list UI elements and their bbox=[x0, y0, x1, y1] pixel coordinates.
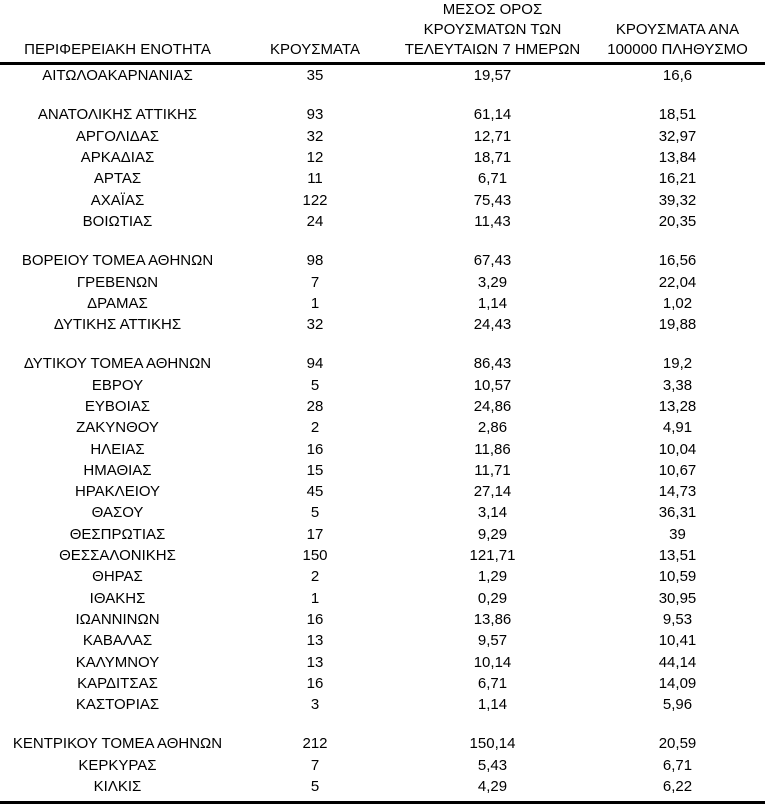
cell-avg7: 61,14 bbox=[473, 106, 512, 124]
cell-cases: 94 bbox=[306, 355, 324, 373]
cell-cases: 11 bbox=[307, 170, 323, 188]
cell-per100k: 16,56 bbox=[658, 252, 697, 270]
cell-cases: 1 bbox=[310, 294, 320, 312]
cell-cases: 7 bbox=[310, 273, 320, 291]
cell-region: ΓΡΕΒΕΝΩΝ bbox=[76, 273, 159, 291]
table-row bbox=[0, 314, 765, 335]
table-row bbox=[0, 524, 765, 545]
cell-per100k: 10,67 bbox=[658, 461, 697, 479]
table-row bbox=[0, 375, 765, 396]
cell-per100k: 32,97 bbox=[658, 127, 697, 145]
cell-region: ΙΘΑΚΗΣ bbox=[89, 589, 146, 607]
cell-per100k: 10,04 bbox=[658, 440, 697, 458]
cell-cases: 98 bbox=[306, 252, 324, 270]
cell-cases: 24 bbox=[306, 212, 324, 230]
cell-per100k: 20,35 bbox=[658, 212, 697, 230]
cell-avg7: 1,29 bbox=[477, 568, 508, 586]
table-row bbox=[0, 396, 765, 417]
cell-per100k: 18,51 bbox=[658, 106, 697, 124]
cell-region: ΗΜΑΘΙΑΣ bbox=[83, 461, 152, 479]
column-header-cases-label: ΚΡΟΥΣΜΑΤΑ bbox=[270, 41, 360, 58]
cell-avg7: 5,43 bbox=[477, 756, 508, 774]
cell-per100k: 3,38 bbox=[662, 376, 693, 394]
table-row bbox=[0, 545, 765, 566]
cell-per100k: 13,28 bbox=[658, 398, 697, 415]
table-row bbox=[0, 630, 765, 651]
cell-per100k: 36,31 bbox=[658, 504, 697, 522]
cell-avg7: 9,57 bbox=[477, 632, 508, 650]
table-row bbox=[0, 609, 765, 630]
cell-avg7: 6,71 bbox=[477, 170, 508, 188]
cell-per100k: 39 bbox=[669, 525, 686, 543]
cell-per100k: 13,51 bbox=[658, 547, 697, 565]
cell-region: ΘΕΣΠΡΩΤΙΑΣ bbox=[69, 525, 166, 543]
table-row bbox=[0, 651, 765, 672]
cell-avg7: 0,29 bbox=[477, 589, 508, 607]
cell-avg7: 3,14 bbox=[477, 504, 508, 522]
cell-region: ΑΝΑΤΟΛΙΚΗΣ ΑΤΤΙΚΗΣ bbox=[37, 106, 198, 124]
table-row bbox=[0, 417, 765, 438]
cell-per100k: 6,71 bbox=[662, 756, 693, 774]
cell-avg7: 19,57 bbox=[473, 67, 512, 85]
table-row bbox=[0, 694, 765, 715]
cell-avg7: 11,43 bbox=[474, 212, 511, 230]
cell-avg7: 75,43 bbox=[473, 191, 512, 209]
cell-region: ΚΑΣΤΟΡΙΑΣ bbox=[75, 696, 160, 714]
row-group-gap bbox=[0, 715, 765, 733]
cell-cases: 7 bbox=[310, 756, 320, 774]
cell-region: ΑΡΤΑΣ bbox=[93, 170, 142, 188]
cell-per100k: 14,73 bbox=[658, 483, 697, 501]
cell-per100k: 39,32 bbox=[658, 191, 697, 209]
cell-region: ΘΑΣΟΥ bbox=[91, 504, 144, 522]
cell-region: ΑΙΤΩΛΟΑΚΑΡΝΑΝΙΑΣ bbox=[42, 67, 193, 85]
cell-region: ΚΑΛΥΜΝΟΥ bbox=[75, 653, 160, 671]
cell-region: ΑΡΚΑΔΙΑΣ bbox=[80, 149, 155, 167]
cell-avg7: 6,71 bbox=[477, 674, 508, 692]
table-row bbox=[0, 755, 765, 776]
row-group-gap bbox=[0, 232, 765, 250]
cell-cases: 212 bbox=[302, 735, 328, 753]
cell-cases: 28 bbox=[306, 398, 324, 415]
cell-avg7: 10,14 bbox=[473, 653, 512, 671]
cell-cases: 5 bbox=[310, 504, 320, 522]
table-row bbox=[0, 673, 765, 694]
cell-cases: 1 bbox=[310, 589, 320, 607]
cell-avg7: 24,86 bbox=[473, 398, 512, 415]
table-row bbox=[0, 502, 765, 523]
cell-avg7: 3,29 bbox=[477, 273, 508, 291]
table-row bbox=[0, 189, 765, 210]
cell-cases: 16 bbox=[306, 674, 324, 692]
cell-region: ΘΗΡΑΣ bbox=[92, 568, 143, 586]
cell-cases: 2 bbox=[310, 419, 320, 437]
cell-cases: 3 bbox=[310, 696, 320, 714]
cell-cases: 12 bbox=[306, 149, 324, 167]
cell-per100k: 10,41 bbox=[658, 632, 697, 650]
cell-region: ΙΩΑΝΝΙΝΩΝ bbox=[75, 610, 160, 628]
cell-per100k: 44,14 bbox=[658, 653, 697, 671]
table-row bbox=[0, 776, 765, 797]
table-header-row bbox=[0, 0, 765, 65]
cell-per100k: 5,96 bbox=[662, 696, 693, 714]
cell-cases: 32 bbox=[306, 316, 324, 334]
cell-avg7: 121,71 bbox=[469, 547, 516, 565]
cell-cases: 93 bbox=[306, 106, 324, 124]
cell-region: ΚΑΒΑΛΑΣ bbox=[82, 632, 153, 650]
cell-avg7: 11,86 bbox=[474, 440, 511, 458]
cell-region: ΔΥΤΙΚΗΣ ΑΤΤΙΚΗΣ bbox=[53, 316, 182, 334]
table-row bbox=[0, 168, 765, 189]
table-row bbox=[0, 353, 765, 374]
cell-avg7: 11,71 bbox=[474, 461, 511, 479]
cell-avg7: 150,14 bbox=[469, 735, 516, 753]
cell-per100k: 13,84 bbox=[658, 149, 697, 167]
cell-avg7: 4,29 bbox=[477, 778, 508, 796]
column-header-region bbox=[0, 40, 235, 60]
row-group-gap bbox=[0, 86, 765, 104]
cell-region: ΗΡΑΚΛΕΙΟΥ bbox=[74, 483, 161, 501]
cell-avg7: 2,86 bbox=[477, 419, 508, 437]
table-row bbox=[0, 104, 765, 125]
table-row bbox=[0, 65, 765, 86]
table-row bbox=[0, 588, 765, 609]
table-row bbox=[0, 481, 765, 502]
cell-avg7: 1,14 bbox=[477, 294, 508, 312]
cell-avg7: 67,43 bbox=[473, 252, 512, 270]
table-row bbox=[0, 250, 765, 271]
cell-per100k: 16,6 bbox=[662, 67, 693, 85]
cell-per100k: 19,88 bbox=[658, 316, 697, 334]
cell-per100k: 6,22 bbox=[662, 778, 693, 796]
table-row bbox=[0, 438, 765, 459]
column-header-avg7 bbox=[395, 0, 590, 60]
table-row bbox=[0, 211, 765, 232]
cell-avg7: 13,86 bbox=[473, 610, 512, 628]
table-row bbox=[0, 126, 765, 147]
column-header-cases bbox=[235, 40, 395, 60]
cell-region: ΒΟΙΩΤΙΑΣ bbox=[82, 212, 153, 230]
table-row bbox=[0, 566, 765, 587]
cell-region: ΒΟΡΕΙΟΥ ΤΟΜΕΑ ΑΘΗΝΩΝ bbox=[21, 252, 214, 270]
column-header-region-label: ΠΕΡΙΦΕΡΕΙΑΚΗ ΕΝΟΤΗΤΑ bbox=[24, 41, 211, 58]
cell-cases: 32 bbox=[306, 127, 324, 145]
cell-region: ΕΥΒΟΙΑΣ bbox=[84, 398, 151, 415]
cell-region: ΔΡΑΜΑΣ bbox=[87, 294, 148, 312]
table-row bbox=[0, 460, 765, 481]
cell-cases: 17 bbox=[306, 525, 324, 543]
cell-avg7: 18,71 bbox=[473, 149, 512, 167]
cell-cases: 150 bbox=[302, 547, 328, 565]
cell-region: ΚΑΡΔΙΤΣΑΣ bbox=[77, 674, 158, 692]
table-row bbox=[0, 271, 765, 292]
cell-cases: 45 bbox=[306, 483, 324, 501]
cell-cases: 13 bbox=[306, 653, 324, 671]
table-body bbox=[0, 65, 765, 804]
cell-cases: 35 bbox=[306, 67, 324, 85]
cell-region: ΘΕΣΣΑΛΟΝΙΚΗΣ bbox=[59, 547, 176, 565]
cell-per100k: 10,59 bbox=[658, 568, 697, 586]
cell-avg7: 24,43 bbox=[473, 316, 512, 334]
table-row bbox=[0, 733, 765, 754]
cell-per100k: 9,53 bbox=[662, 610, 693, 628]
cell-per100k: 4,91 bbox=[662, 419, 693, 437]
cell-per100k: 19,2 bbox=[662, 355, 693, 373]
cell-avg7: 12,71 bbox=[473, 127, 512, 145]
cell-region: ΗΛΕΙΑΣ bbox=[90, 440, 145, 458]
column-header-per100k bbox=[590, 20, 765, 60]
cell-cases: 16 bbox=[306, 610, 324, 628]
column-header-avg7-line3: ΤΕΛΕΥΤΑΙΩΝ 7 ΗΜΕΡΩΝ bbox=[404, 41, 581, 58]
cell-region: ΚΙΛΚΙΣ bbox=[93, 778, 142, 796]
cell-cases: 13 bbox=[306, 632, 324, 650]
column-header-per100k-line1: ΚΡΟΥΣΜΑΤΑ ΑΝΑ bbox=[615, 21, 740, 38]
cell-cases: 5 bbox=[310, 778, 320, 796]
cell-per100k: 1,02 bbox=[662, 294, 693, 312]
cell-avg7: 86,43 bbox=[473, 355, 512, 373]
cell-region: ΑΧΑΪΑΣ bbox=[90, 191, 145, 209]
column-header-avg7-line1: ΜΕΣΟΣ ΟΡΟΣ bbox=[442, 1, 543, 18]
cell-region: ΕΒΡΟΥ bbox=[91, 376, 144, 394]
cell-per100k: 22,04 bbox=[658, 273, 697, 291]
cell-region: ΚΕΡΚΥΡΑΣ bbox=[78, 756, 157, 774]
cell-cases: 122 bbox=[302, 191, 328, 209]
cell-per100k: 30,95 bbox=[658, 589, 697, 607]
cell-per100k: 16,21 bbox=[658, 170, 697, 188]
table-row bbox=[0, 293, 765, 314]
column-header-avg7-line2: ΚΡΟΥΣΜΑΤΩΝ ΤΩΝ bbox=[423, 21, 562, 38]
cell-avg7: 9,29 bbox=[477, 525, 508, 543]
cell-per100k: 20,59 bbox=[658, 735, 697, 753]
cell-avg7: 10,57 bbox=[473, 376, 512, 394]
row-group-gap bbox=[0, 335, 765, 353]
cell-region: ΑΡΓΟΛΙΔΑΣ bbox=[75, 127, 160, 145]
cell-region: ΔΥΤΙΚΟΥ ΤΟΜΕΑ ΑΘΗΝΩΝ bbox=[23, 355, 212, 373]
column-header-per100k-line2: 100000 ΠΛΗΘΥΣΜΟ bbox=[607, 41, 748, 58]
table-row bbox=[0, 147, 765, 168]
cell-cases: 5 bbox=[310, 376, 320, 394]
cell-cases: 16 bbox=[306, 440, 324, 458]
cell-avg7: 1,14 bbox=[477, 696, 508, 714]
cell-avg7: 27,14 bbox=[473, 483, 512, 501]
cell-cases: 2 bbox=[310, 568, 320, 586]
cell-cases: 15 bbox=[306, 461, 324, 479]
cell-per100k: 14,09 bbox=[658, 674, 697, 692]
cell-region: ΖΑΚΥΝΘΟΥ bbox=[76, 419, 159, 437]
cell-region: ΚΕΝΤΡΙΚΟΥ ΤΟΜΕΑ ΑΘΗΝΩΝ bbox=[12, 735, 223, 753]
